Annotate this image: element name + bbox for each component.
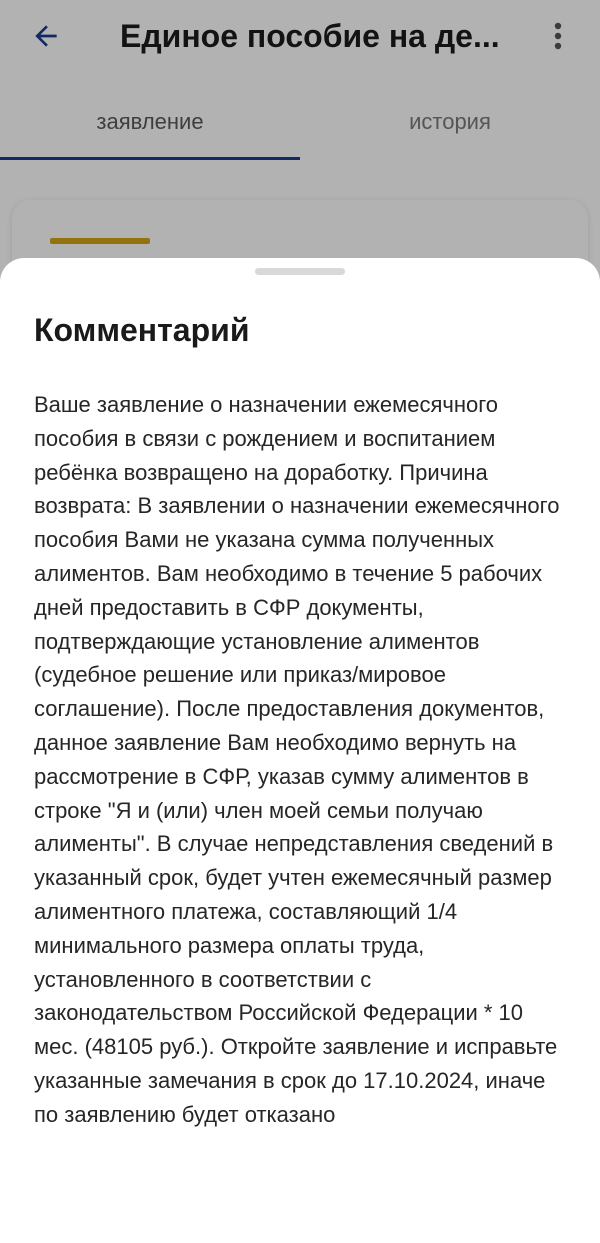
comment-bottom-sheet xyxy=(0,258,600,1243)
sheet-title: Комментарий xyxy=(34,312,250,348)
tab-application-label: заявление xyxy=(96,109,204,134)
comment-text: Ваше заявление о назначении ежемесячного пособия в связи с рождением и воспитанием ребёнка возвращено на доработку. Причина возврата: В заявлении о назначении ежемесячного пособия Вами не указана сумма полученных алиментов. Вам необходимо в течение 5 рабочих дней предоставить в СФР документы, подтверждающие установление алиментов (судебное решение или приказ/мировое соглашение). После предоставления документов, данное заявление Вам необходимо вернуть на рассмотрение в СФР, указав сумму алиментов в строке "Я и (или) член моей семьи получаю алименты". В случае непредставления сведений в указанный срок, будет учтен ежемесячный размер алиментного платежа, составляющий 1/4 минимального размера оплаты труда, установленного в соответствии с законодательством Российской Федерации * 10 мес. (48105 руб.). Откройте заявление и исправьте указанные замечания в срок до 17.10.2024, иначе по заявлению будет отказано xyxy=(34,392,560,1127)
tab-history-label: история xyxy=(409,109,491,134)
page-title: Единое пособие на де... xyxy=(120,18,500,54)
sheet-drag-handle[interactable] xyxy=(255,268,345,275)
